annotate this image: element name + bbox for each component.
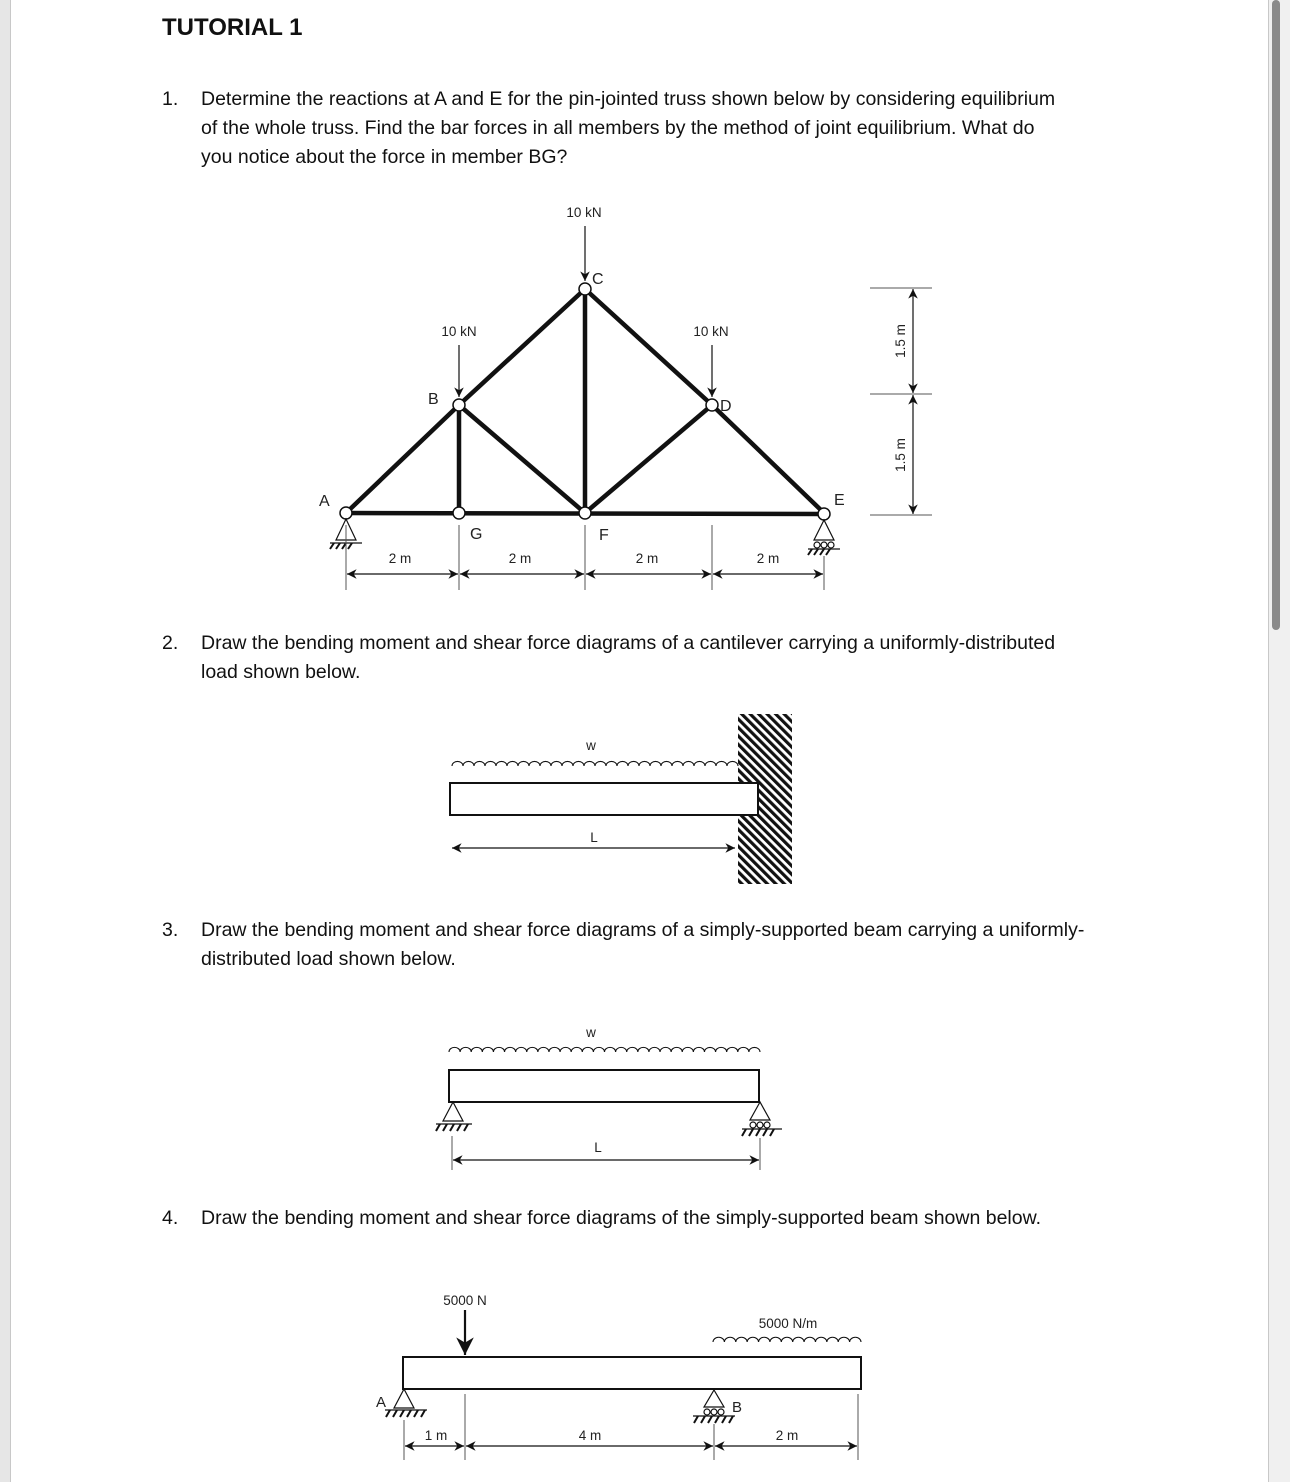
pin-b: [453, 399, 465, 411]
pin-f: [579, 507, 591, 519]
question-text: Draw the bending moment and shear force diagrams of the simply-supported beam shown below.: [201, 1207, 1042, 1229]
span-dimension-lines: [346, 525, 824, 590]
node-label-d: D: [720, 398, 732, 415]
length-label: L: [590, 830, 598, 845]
node-label-e: E: [834, 492, 845, 509]
node-label-f: F: [599, 527, 609, 544]
load-label-b: 10 kN: [441, 324, 477, 339]
udl-wave: [713, 1337, 861, 1342]
member-de: [712, 405, 824, 513]
udl-wave: [449, 1047, 760, 1052]
member-bf: [459, 405, 585, 513]
udl-label: 5000 N/m: [758, 1316, 818, 1331]
udl-label: w: [586, 1025, 596, 1040]
load-label-d: 10 kN: [693, 324, 729, 339]
load-label-c: 10 kN: [566, 205, 602, 220]
page-title: TUTORIAL 1: [162, 14, 303, 41]
length-label: L: [594, 1140, 602, 1155]
udl-label: w: [586, 738, 596, 753]
question-text: Draw the bending moment and shear force diagrams of a simply-supported beam carrying a uniformly-distributed load shown below.: [201, 919, 1085, 970]
cantilever-diagram: [450, 714, 792, 884]
member-ab: [346, 405, 459, 513]
height-label: 1.5 m: [893, 324, 908, 358]
support-label-a: A: [376, 1394, 387, 1411]
beam: [449, 1070, 759, 1102]
pin-a: [340, 507, 352, 519]
pin-d: [706, 399, 718, 411]
truss-diagram: [330, 226, 932, 590]
height-label: 1.5 m: [893, 438, 908, 472]
cantilever-beam: [450, 783, 758, 815]
support-label-b: B: [732, 1399, 743, 1416]
member-bc: [459, 289, 585, 405]
roller-support-right: [742, 1102, 782, 1136]
span-label: 2 m: [508, 551, 532, 566]
question-text: Draw the bending moment and shear force diagrams of a cantilever carrying a uniformly-distributed load shown below.: [201, 632, 1056, 683]
node-label-g: G: [470, 526, 483, 543]
pin-support-a: [385, 1389, 427, 1417]
truss-members: [346, 289, 824, 514]
beam: [403, 1357, 861, 1389]
span-label: 1 m: [424, 1428, 448, 1443]
span-label: 2 m: [756, 551, 780, 566]
pin-c: [579, 283, 591, 295]
member-cd: [585, 289, 712, 405]
point-load-label: 5000 N: [443, 1293, 487, 1308]
dimension-extension-lines: [452, 1136, 760, 1170]
question-number: 4.: [162, 1207, 179, 1229]
span-label: 2 m: [388, 551, 412, 566]
span-label: 2 m: [775, 1428, 799, 1443]
question-number: 2.: [162, 632, 179, 654]
pin-g: [453, 507, 465, 519]
pin-e: [818, 508, 830, 520]
udl-wave: [452, 761, 738, 766]
question-number: 3.: [162, 919, 179, 941]
dimension-extension-lines: [404, 1394, 858, 1460]
node-label-a: A: [319, 493, 330, 510]
height-dimension-lines: [870, 288, 932, 515]
span-label: 4 m: [578, 1428, 602, 1443]
question-text: Determine the reactions at A and E for the pin-jointed truss shown below by considering equilibrium of the whole truss. Find the bar forces in all members by the method of joint equilibrium. What do you notice about the force in member BG?: [201, 88, 1056, 168]
member-df: [585, 405, 712, 513]
pin-support-left: [436, 1102, 472, 1131]
simply-supported-diagram: [436, 1047, 782, 1170]
roller-support-b: [693, 1390, 735, 1423]
roller-support-e: [808, 520, 840, 555]
node-label-b: B: [428, 391, 439, 408]
question-number: 1.: [162, 88, 179, 110]
span-label: 2 m: [635, 551, 659, 566]
node-label-c: C: [592, 271, 604, 288]
